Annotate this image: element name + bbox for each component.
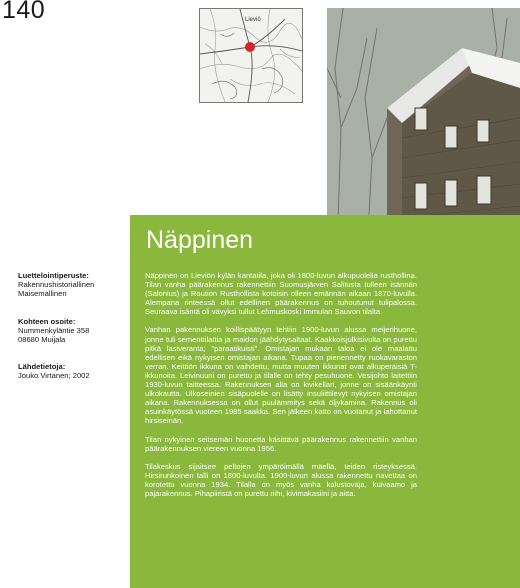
address-block (18, 317, 128, 345)
body-paragraph: Tilakeskus sijaitsee peltojen ympäröimällä mäellä, teiden risteyksessä. Hirsirunkoinen talli on 1800-luvulta. 1900-luvun alussa rakennettu navettaa on korotettu vuonna 1934. Tilalla on myös vanha kalustovaja, kuivaamo ja pajarakennus. Pihapiiristä on purettu riihi, kivimakasiini ja aitta. (145, 461, 417, 498)
article-title: Näppinen (146, 226, 254, 254)
metadata-sidebar (18, 271, 128, 399)
location-map (199, 8, 303, 103)
address-postal: 08680 Muijala (18, 335, 66, 345)
body-paragraph: Vanhan pakennuksen koillispäätyyn tehtiin 1900-luvun alussa meijerihuone, jonne tuli sementtilattia ja maidon jäähdytysaltaat. Kaakkoisjulkisivulta on purettu pitkä lasiveranta; "paraatikuisti". Omistajan mukaan taloa ei ole maalattu edellisen eikä nykyisen omistajan aikana. Tupaa on pienennetty ruokavaraston verran. Keittiön ikkuna on vaihdettu, mutta muuten ikkunat ovat alkuperäisiä T-ikkunoita. Leivinuuni on purettu ja tilalle on tehty pesuhuone. Vesijohto laitettiin 1930-luvun taitteessa. Rakennuksen alla on kivikellari, jonne on sisäänkäynti ulkokautta. Ulkoseinien sisäpuolelle on lisätty insuliittilevyt nykyisen omistajan aikana. Rakennuksessa on ollut puulämmitys sekä öljykamina. Rakennus oli asuinkäytössä vuoteen 1985 saakka. Sen jälkeen katto on vuotanut ja lahottanut hirsiseinän. (145, 325, 417, 426)
map-location-marker (245, 42, 255, 52)
body-paragraph: Tilan nykyinen seitsemän huonetta käsittävä päärakennus rakennettiin vanhan päärakennuksen viereen vuonna 1956. (145, 434, 417, 453)
article-body (145, 271, 417, 507)
map-place-label: Lieviö (245, 17, 261, 23)
sources-block (18, 362, 128, 380)
address-street: Nummenkyläntie 358 (18, 325, 90, 335)
classification-value: Rakennushistoriallinen (18, 280, 95, 290)
sources-label: Lähdetietoja: (18, 362, 66, 372)
page-number: 140 (2, 0, 46, 24)
classification-value: Maisemallinen (18, 289, 67, 299)
body-paragraph: Näppinen on Lieviön kylän kantatila, joka oli 1800-luvun alkupuolella rusthollina. Tilan vanha päärakennus rakennettiin Suomusjärven Salitusta tulleen isännän (Salonius) ja Roution Rusthollista kotoisin olleen emännän aikaan 1870-luvulla. Alempana rinteessä ollut edellinen päärakennus on tuhoutunut tulipalossa. Seuraava isäntä oli vävyksi tullut Lehmuskoski Immulan Sauvon tilalta. (145, 271, 417, 317)
classification-block (18, 271, 128, 299)
classification-label: Luettelointiperuste: (18, 271, 89, 280)
sources-value: Jouko Virtanen; 2002 (18, 371, 90, 381)
address-label: Kohteen osoite: (18, 316, 76, 326)
